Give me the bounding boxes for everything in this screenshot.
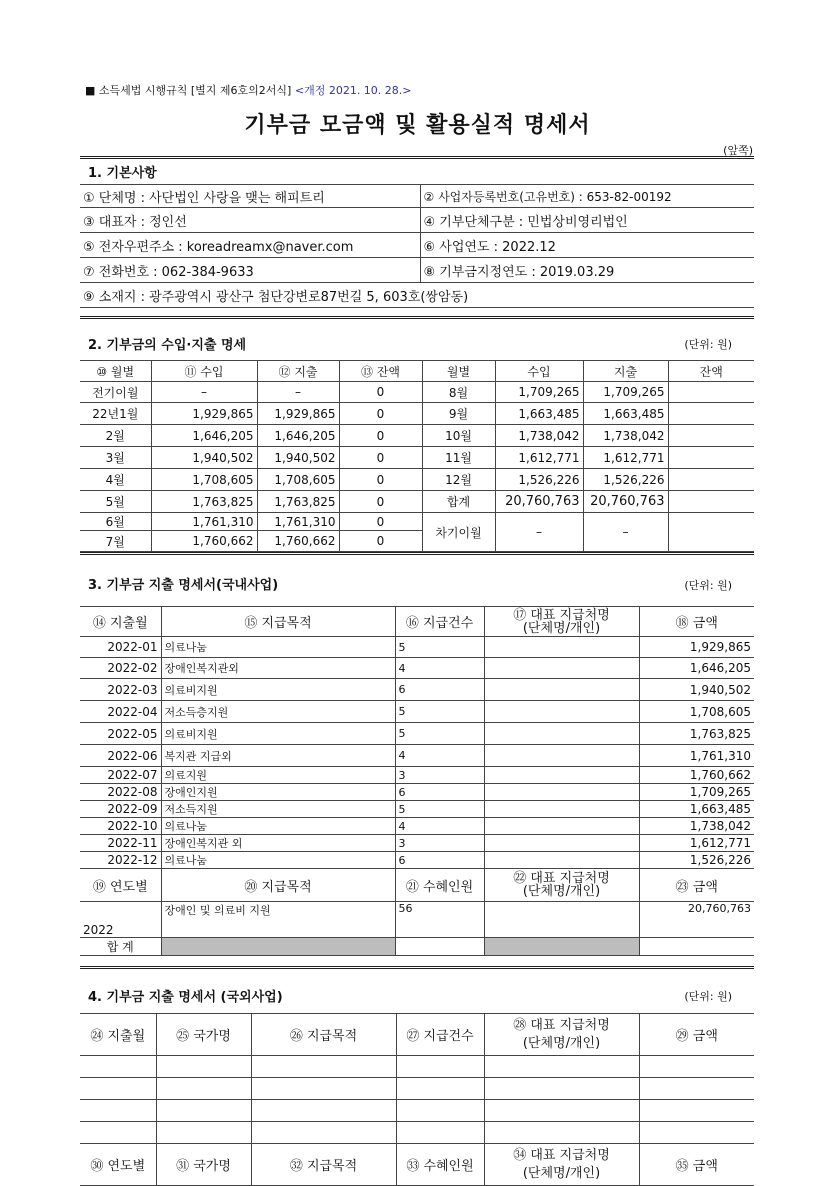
month-cell: 3월 [80,447,151,469]
month-cell: 2022-02 [80,658,161,679]
month-cell: 2022-07 [80,767,161,784]
month-cell: 9월 [422,403,495,425]
col-payee-2-line2: (단체명/개인) [522,1165,601,1181]
col-expense: ⑫ 지출 [257,361,339,382]
expense-cell: 1,940,502 [257,447,339,469]
year-row [80,902,754,938]
form-reference [85,82,412,98]
amount-cell: 1,663,485 [639,801,754,818]
purpose-cell: 저소득층지원 [161,701,395,723]
amount-cell: 1,612,771 [639,835,754,852]
table-row [80,469,754,491]
purpose-cell: 의료비지원 [161,679,395,701]
expense-cell: 1,646,205 [257,425,339,447]
balance-cell [668,382,754,403]
org-type: ④ 기부단체구분 : 민법상비영리법인 [420,208,754,233]
purpose-cell: 장애인 및 의료비 지원 [161,902,395,938]
designated-year: ⑧ 기부금지정연도 : 2019.03.29 [420,258,754,283]
purpose-cell: 의료나눔 [161,818,395,835]
payee-cell [484,801,639,818]
col-amount-2: ㉟ 금액 [639,1144,754,1186]
page-side-label: (앞쪽) [723,144,753,157]
total-purpose-shaded [161,938,395,956]
amount-cell: 20,760,763 [639,902,754,938]
payee-cell [484,637,639,658]
col-month: ⑩ 월별 [80,361,151,382]
col-payee-line2: (단체명/개인) [522,1035,601,1051]
month-cell: 4월 [80,469,151,491]
table-row [80,447,754,469]
col-purpose: ⑮ 지급목적 [161,607,395,637]
amount-cell: 1,738,042 [639,818,754,835]
payee-cell [484,658,639,679]
income-cell: 1,761,310 [151,513,257,531]
col-amount: ㉙ 금액 [639,1014,754,1056]
table-row [80,403,754,425]
count-cell: 6 [395,852,484,869]
expense-cell: 1,763,825 [257,491,339,513]
col-income-2: 수입 [495,361,583,382]
table-row [80,835,754,852]
count-cell: 5 [395,801,484,818]
month-cell: 2022-05 [80,723,161,745]
email: ⑤ 전자우편주소 : koreadreamx@naver.com [80,233,420,258]
balance-cell [668,425,754,447]
biz-reg-number: ② 사업자등록번호(고유번호) : 653-82-00192 [420,185,754,208]
payee-cell [484,852,639,869]
fiscal-year: ⑥ 사업연도 : 2022.12 [420,233,754,258]
domestic-expense-table [80,606,754,956]
expense-cell: 1,612,771 [583,447,668,469]
amount-cell: 1,708,605 [639,701,754,723]
count-cell: 3 [395,767,484,784]
col-payee [484,1014,639,1056]
count-cell: 4 [395,745,484,767]
section1-bottom-rule [80,316,754,319]
section1-top-rule [80,156,754,159]
col-count: ㉗ 지급건수 [396,1014,484,1056]
payee-cell [484,784,639,801]
expense-cell: – [257,382,339,403]
basic-info-table [80,184,754,308]
section2-title: 2. 기부금의 수입·지출 명세 [88,338,247,353]
col-payee-line2: (단체명/개인) [522,620,601,636]
section2-bottom-rule [80,552,754,555]
balance-cell: 0 [339,491,422,513]
income-cell: 1,526,226 [495,469,583,491]
expense-cell: 1,761,310 [257,513,339,531]
count-cell: 3 [395,835,484,852]
income-cell: 1,612,771 [495,447,583,469]
payee-cell [484,745,639,767]
table-row [80,852,754,869]
balance-cell: 0 [339,382,422,403]
empty-row [80,1122,754,1144]
empty-row [80,1100,754,1122]
col-payee-2 [484,869,639,902]
col-year: ⑲ 연도별 [80,869,161,902]
expense-cell: 1,663,485 [583,403,668,425]
month-cell: 11월 [422,447,495,469]
balance-cell: 0 [339,447,422,469]
col-beneficiaries: ㉝ 수혜인원 [396,1144,484,1186]
representative: ③ 대표자 : 정인선 [80,208,420,233]
carry-over-balance [668,513,754,552]
col-payee-2 [484,1144,639,1186]
amount-cell: 1,760,662 [639,767,754,784]
table-row [80,513,754,531]
total-label: 합계 [422,491,495,513]
col-payee-line1: ㉘ 대표 지급처명 [513,1017,610,1033]
section1-title: 1. 기본사항 [88,166,157,181]
table-row [80,425,754,447]
income-cell: 1,708,605 [151,469,257,491]
table-row [80,723,754,745]
expense-cell: 1,708,605 [257,469,339,491]
table-row [80,784,754,801]
month-cell: 2022-04 [80,701,161,723]
col-purpose-2: ㉜ 지급목적 [251,1144,396,1186]
table-row [80,637,754,658]
expense-cell: 1,709,265 [583,382,668,403]
col-month-2: 월별 [422,361,495,382]
count-cell: 6 [395,679,484,701]
income-cell: 1,763,825 [151,491,257,513]
count-cell: 5 [395,701,484,723]
purpose-cell: 의료나눔 [161,637,395,658]
balance-cell: 0 [339,469,422,491]
amount-cell: 1,526,226 [639,852,754,869]
month-cell: 2022-12 [80,852,161,869]
balance-cell: 0 [339,403,422,425]
payee-cell [484,902,639,938]
month-cell: 2022-08 [80,784,161,801]
section4-title: 4. 기부금 지출 명세서 (국외사업) [88,990,283,1005]
org-name: ① 단체명 : 사단법인 사랑을 맺는 해피트리 [80,185,420,208]
month-cell: 2022-09 [80,801,161,818]
empty-row [80,1056,754,1078]
amount-cell: 1,646,205 [639,658,754,679]
section4-unit: (단위: 원) [684,990,732,1003]
income-cell: – [151,382,257,403]
purpose-cell: 의료나눔 [161,852,395,869]
total-expense: 20,760,763 [583,491,668,513]
month-cell: 2022-10 [80,818,161,835]
balance-cell [668,447,754,469]
month-cell: 10월 [422,425,495,447]
payee-cell [484,767,639,784]
balance-cell [668,491,754,513]
month-cell: 2월 [80,425,151,447]
page-title: 기부금 모금액 및 활용실적 명세서 [244,113,591,138]
count-cell: 6 [395,784,484,801]
balance-cell [668,403,754,425]
table-row [80,801,754,818]
month-cell: 2022-11 [80,835,161,852]
empty-row [80,1078,754,1100]
year-cell: 2022 [80,902,161,938]
overseas-expense-table [80,1013,754,1186]
month-cell: 22년1월 [80,403,151,425]
payee-cell [484,835,639,852]
total-row [80,938,754,956]
table-row [80,767,754,784]
payee-cell [484,679,639,701]
income-cell: 1,940,502 [151,447,257,469]
col-purpose-2: ⑳ 지급목적 [161,869,395,902]
count-cell: 4 [395,658,484,679]
col-expense-month: ㉔ 지출월 [80,1014,156,1056]
expense-cell: 1,929,865 [257,403,339,425]
total-amount [639,938,754,956]
col-payee-2-line1: ㉞ 대표 지급처명 [513,1147,610,1163]
balance-cell [668,469,754,491]
payee-cell [484,701,639,723]
section3-unit: (단위: 원) [684,579,732,592]
col-count: ⑯ 지급건수 [395,607,484,637]
month-cell: 5월 [80,491,151,513]
col-country-2: ㉛ 국가명 [156,1144,251,1186]
col-purpose: ㉖ 지급목적 [251,1014,396,1056]
payee-cell [484,818,639,835]
col-country: ㉕ 국가명 [156,1014,251,1056]
table-row [80,818,754,835]
month-cell: 2022-06 [80,745,161,767]
purpose-cell: 장애인복지관 외 [161,835,395,852]
carry-over-label: 차기이월 [422,513,495,552]
income-cell: 1,929,865 [151,403,257,425]
income-cell: 1,646,205 [151,425,257,447]
col-payee-2-line2: (단체명/개인) [522,884,601,899]
amount-cell: 1,709,265 [639,784,754,801]
purpose-cell: 복지관 지급외 [161,745,395,767]
col-expense-2: 지출 [583,361,668,382]
purpose-cell: 저소득지원 [161,801,395,818]
purpose-cell: 의료비지원 [161,723,395,745]
month-cell: 12월 [422,469,495,491]
carry-over-income: – [495,513,583,552]
income-cell: 1,663,485 [495,403,583,425]
month-cell: 7월 [80,531,151,552]
address: ⑨ 소재지 : 광주광역시 광산구 첨단강변로87번길 5, 603호(쌍암동) [80,283,754,308]
balance-cell: 0 [339,531,422,552]
month-cell: 전기이월 [80,382,151,403]
phone: ⑦ 전화번호 : 062-384-9633 [80,258,420,283]
section3-bottom-rule [80,966,754,969]
month-cell: 2022-01 [80,637,161,658]
income-cell: 1,738,042 [495,425,583,447]
revision-text: <개정 2021. 10. 28.> [294,84,412,97]
col-amount: ⑱ 금액 [639,607,754,637]
month-cell: 8월 [422,382,495,403]
col-balance: ⑬ 잔액 [339,361,422,382]
total-income: 20,760,763 [495,491,583,513]
purpose-cell: 장애인복지관외 [161,658,395,679]
col-payee-line1: ⑰ 대표 지급처명 [513,607,610,623]
income-cell: 1,760,662 [151,531,257,552]
beneficiaries-cell: 56 [395,902,484,938]
col-balance-2: 잔액 [668,361,754,382]
table-row [80,701,754,723]
amount-cell: 1,929,865 [639,637,754,658]
col-expense-month: ⑭ 지출월 [80,607,161,637]
expense-cell: 1,760,662 [257,531,339,552]
table-row [80,658,754,679]
total-payee-shaded [484,938,639,956]
col-payee-2-line1: ㉒ 대표 지급처명 [513,871,610,886]
section2-unit: (단위: 원) [684,338,732,351]
table-row [80,679,754,701]
col-year: ㉚ 연도별 [80,1144,156,1186]
table-row [80,491,754,513]
amount-cell: 1,761,310 [639,745,754,767]
purpose-cell: 장애인지원 [161,784,395,801]
count-cell: 5 [395,723,484,745]
total-label: 합 계 [80,938,161,956]
expense-cell: 1,526,226 [583,469,668,491]
table-row [80,382,754,403]
table-row [80,745,754,767]
month-cell: 6월 [80,513,151,531]
month-cell: 2022-03 [80,679,161,701]
income-expense-table [80,360,754,552]
total-count [395,938,484,956]
balance-cell: 0 [339,513,422,531]
amount-cell: 1,940,502 [639,679,754,701]
count-cell: 5 [395,637,484,658]
expense-cell: 1,738,042 [583,425,668,447]
col-amount-2: ㉓ 금액 [639,869,754,902]
carry-over-expense: – [583,513,668,552]
col-beneficiaries: ㉑ 수혜인원 [395,869,484,902]
col-income: ⑪ 수입 [151,361,257,382]
amount-cell: 1,763,825 [639,723,754,745]
purpose-cell: 의료지원 [161,767,395,784]
income-cell: 1,709,265 [495,382,583,403]
balance-cell: 0 [339,425,422,447]
form-ref-text: ■ 소득세법 시행규칙 [별지 제6호의2서식] [85,84,292,97]
count-cell: 4 [395,818,484,835]
payee-cell [484,723,639,745]
col-payee [484,607,639,637]
section3-title: 3. 기부금 지출 명세서(국내사업) [88,578,279,593]
